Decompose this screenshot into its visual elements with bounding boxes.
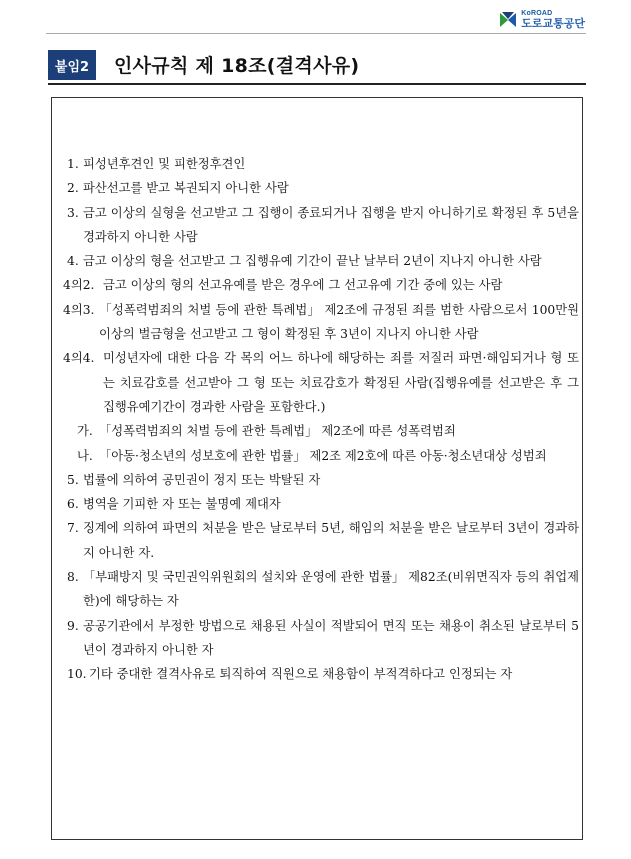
disqualification-list bbox=[63, 152, 579, 687]
list-item: 4의2. 금고 이상의 형의 선고유예를 받은 경우에 그 선고유예 기간 중에 있는 사람 bbox=[63, 278, 503, 293]
logo-english: KoROAD bbox=[521, 10, 553, 17]
page-header bbox=[48, 50, 586, 82]
list-item: 2. 파산선고를 받고 복권되지 아니한 사람 bbox=[67, 181, 289, 196]
list-item: 8. 「부패방지 및 국민권익위원회의 설치와 운영에 관한 법률」 제82조(비위면직자 등의 취업제한)에 해당하는 자 bbox=[67, 570, 579, 609]
list-item: 가. 「성폭력범죄의 처벌 등에 관한 특례법」 제2조에 따른 성폭력범죄 bbox=[77, 424, 456, 439]
koroad-logo bbox=[498, 10, 585, 29]
list-item: 4. 금고 이상의 형을 선고받고 그 집행유예 기간이 끝난 날부터 2년이 지나지 아니한 사람 bbox=[67, 254, 542, 269]
attachment-badge: 붙임2 bbox=[48, 50, 96, 80]
list-item: 7. 징계에 의하여 파면의 처분을 받은 날로부터 5년, 해임의 처분을 받은 날로부터 3년이 경과하지 아니한 자. bbox=[67, 521, 579, 560]
list-item: 6. 병역을 기피한 자 또는 불명예 제대자 bbox=[67, 497, 281, 512]
list-item: 10. 기타 중대한 결격사유로 퇴직하여 직원으로 채용함이 부적격하다고 인정되는 자 bbox=[67, 667, 513, 682]
list-item: 4의3. 「성폭력범죄의 처벌 등에 관한 특례법」 제2조에 규정된 죄를 범한 사람으로서 100만원 이상의 벌금형을 선고받고 그 형이 확정된 후 3년이 지나지 아니한 사람 bbox=[63, 302, 579, 342]
list-item: 1. 피성년후견인 및 피한정후견인 bbox=[67, 157, 246, 171]
list-item: 9. 공공기관에서 부정한 방법으로 채용된 사실이 적발되어 면직 또는 채용이 취소된 날로부터 5년이 경과하지 아니한 자 bbox=[67, 618, 579, 657]
list-item: 5. 법률에 의하여 공민권이 정지 또는 박탈된 자 bbox=[67, 472, 321, 487]
title-divider bbox=[48, 83, 586, 85]
list-item: 4의4. 미성년자에 대한 다음 각 목의 어느 하나에 해당하는 죄를 저질러 파면·해임되거나 형 또는 치료감호를 선고받아 그 형 또는 치료감호가 확정된 사람(집행유예를 선고받은 후 그 집행유예기간이 경과한 사람을 포함한다.) bbox=[63, 351, 579, 414]
list-item: 나. 「아동·청소년의 성보호에 관한 법률」 제2조 제2호에 따른 아동·청소년대상 성범죄 bbox=[77, 448, 547, 463]
top-divider bbox=[46, 33, 586, 34]
koroad-logo-mark-icon bbox=[498, 11, 518, 29]
logo-korean: 도로교통공단 bbox=[521, 17, 585, 30]
list-item: 3. 금고 이상의 실형을 선고받고 그 집행이 종료되거나 집행을 받지 아니하기로 확정된 후 5년을 경과하지 아니한 사람 bbox=[67, 205, 579, 244]
page-title: 인사규칙 제 18조(결격사유) bbox=[114, 55, 360, 77]
